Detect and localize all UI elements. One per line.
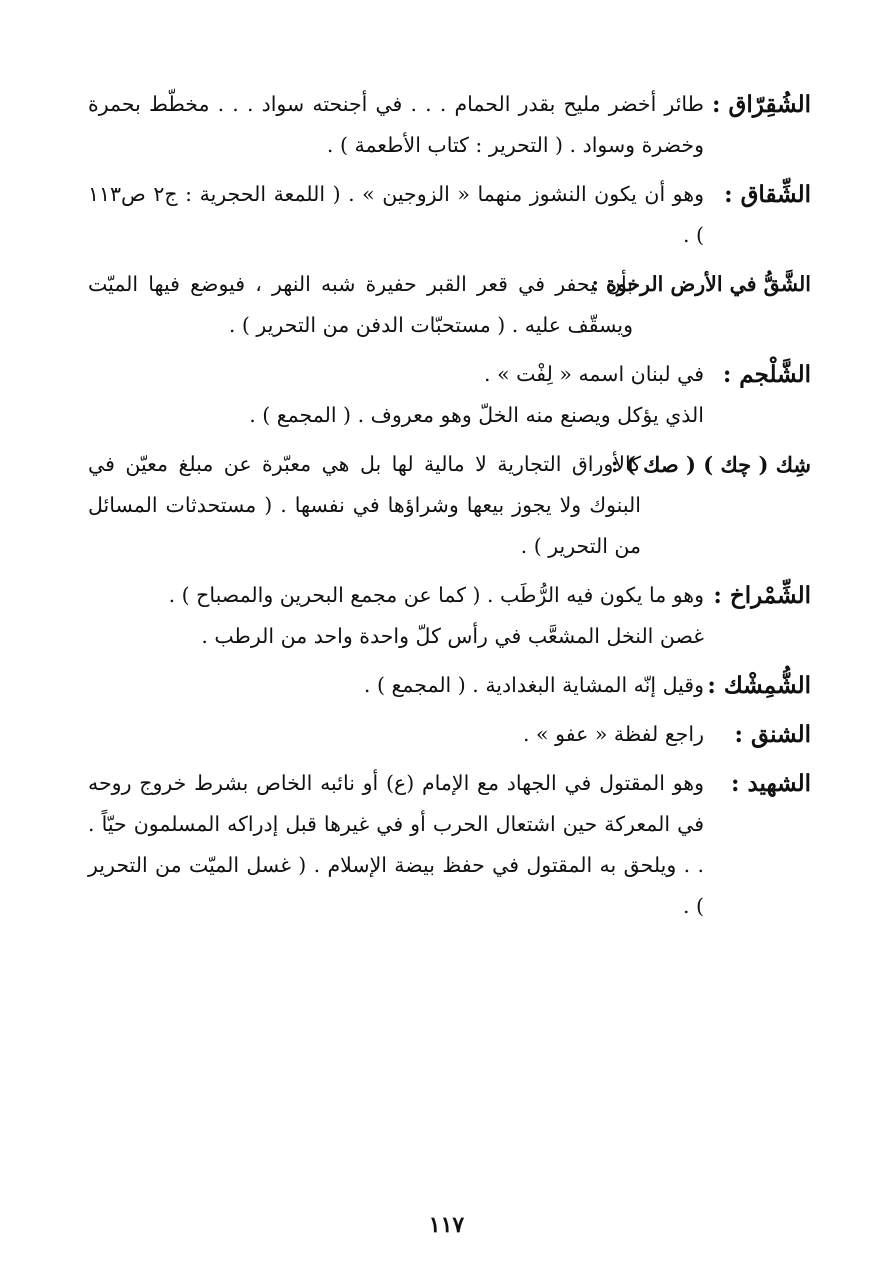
entry-term: شِك ( چك ) ( صك ) : xyxy=(610,452,811,477)
entry-shuqraq xyxy=(88,84,811,166)
entry-term: الشَّقُّ في الأرض الرخوة : xyxy=(591,272,811,296)
entry-definition xyxy=(88,84,704,166)
definition-line: طائر أخضر مليح بقدر الحمام . . . في أجنحته سواد . . . مخطّط بحمرة وخضرة وسواد . ( التحرير : كتاب الأطعمة ) . xyxy=(88,92,704,157)
definition-line: الذي يؤكل ويصنع منه الخلّ وهو معروف . ( المجمع ) . xyxy=(249,403,704,427)
entry-shiqaq xyxy=(88,174,811,256)
definition-line: وهو أن يكون النشوز منهما « الزوجين » . ( اللمعة الحجرية : ج٢ ص١١٣ ) . xyxy=(88,182,704,247)
entry-shimrakh xyxy=(88,575,811,657)
entry-definition xyxy=(88,354,704,436)
definition-line: وقيل إنّه المشاية البغدادية . ( المجمع ) . xyxy=(363,673,704,697)
entry-term: الشهيد : xyxy=(730,770,811,797)
entry-term: الشنق : xyxy=(734,721,811,748)
entry-term: الشِّمْراخ : xyxy=(713,582,811,609)
entry-term: الشُقِرّاق : xyxy=(712,91,811,118)
entry-shahid xyxy=(88,763,811,927)
entry-definition xyxy=(88,714,704,755)
entry-definition xyxy=(88,575,704,657)
entry-list xyxy=(88,84,811,935)
entry-shumshk xyxy=(88,665,811,706)
entry-definition xyxy=(88,264,633,346)
entry-definition xyxy=(88,665,704,706)
entry-definition xyxy=(88,763,704,927)
definition-line: غصن النخل المشعَّب في رأس كلّ واحدة واحد من الرطب . xyxy=(201,624,704,648)
entry-term: الشِّقاق : xyxy=(724,181,811,208)
definition-line: في لبنان اسمه « لِفْت » . xyxy=(484,362,704,386)
definition-line: وهو ما يكون فيه الرُّطَب . ( كما عن مجمع البحرين والمصباح ) . xyxy=(168,583,704,607)
entry-definition xyxy=(88,444,641,567)
entry-term: الشُّمِشْك : xyxy=(707,672,811,699)
entry-shik xyxy=(88,444,811,567)
definition-line: راجع لفظة « عفو » . xyxy=(523,722,704,746)
entry-term: الشَّلْجم : xyxy=(722,361,811,388)
entry-definition xyxy=(88,174,704,256)
definition-line: كالأوراق التجارية لا مالية لها بل هي معبّرة عن مبلغ معيّن في البنوك ولا يجوز بيعها وشراؤها في نفسها . ( مستحدثات المسائل من التحرير ) . xyxy=(88,452,641,558)
page-number: ١١٧ xyxy=(428,1212,465,1238)
definition-line: بأن يحفر في قعر القبر حفيرة شبه النهر ، فيوضع فيها الميّت ويسقّف عليه . ( مستحبّات الدفن من التحرير ) . xyxy=(88,272,633,337)
definition-line: وهو المقتول في الجهاد مع الإمام (ع) أو نائبه الخاص بشرط خروج روحه في المعركة حين اشتعال الحرب أو في غيرها قبل إدراكه المسلمون حيّاً . . . ويلحق به المقتول في حفظ بيضة الإسلام . ( غسل الميّت من التحرير ) . xyxy=(88,771,704,918)
entry-shanaq xyxy=(88,714,811,755)
entry-shaljam xyxy=(88,354,811,436)
entry-shaqq xyxy=(88,264,811,346)
